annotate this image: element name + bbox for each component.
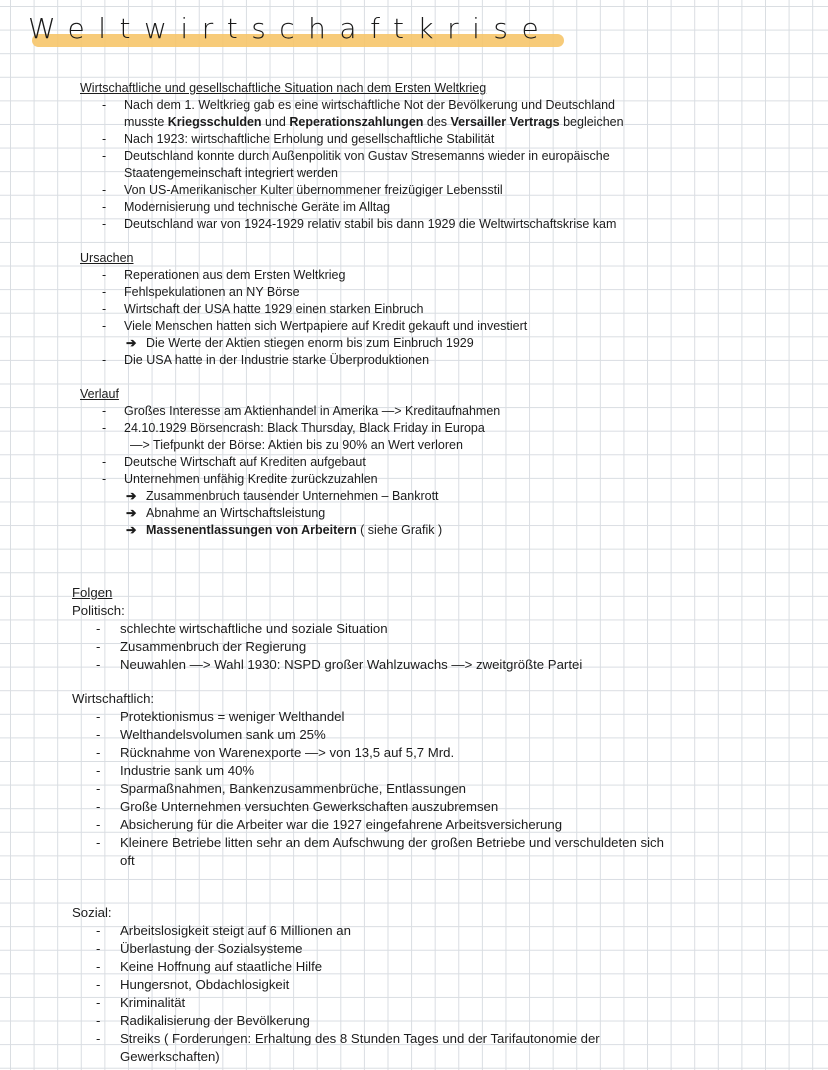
text-run: und	[261, 115, 290, 129]
bold-text: Massenentlassungen von Arbeitern	[146, 523, 357, 537]
subheading: Politisch:	[72, 603, 125, 618]
item-text: Industrie sank um 40%	[120, 763, 255, 778]
item-text: Absicherung für die Arbeiter war die 1927 eingefahrene Arbeitsversicherung	[120, 817, 563, 832]
bullet-dash: -	[102, 302, 107, 316]
bullet-dash: -	[96, 763, 101, 778]
bullet-dash: -	[96, 799, 101, 814]
title-area	[28, 8, 568, 50]
bullet-dash: -	[96, 745, 101, 760]
item-text: Deutschland konnte durch Außenpolitik von Gustav Stresemanns wieder in europäische	[124, 149, 610, 163]
bullet-dash: -	[102, 353, 107, 367]
list-item	[80, 97, 720, 131]
item-text: Kriminalität	[120, 995, 186, 1010]
list-item	[72, 798, 712, 816]
subheading: Sozial:	[72, 905, 112, 920]
list-item	[80, 301, 720, 318]
list-item	[80, 318, 720, 335]
section-heading: Ursachen	[80, 251, 134, 265]
section-folgen	[72, 584, 712, 674]
arrow-icon: ➔	[126, 523, 137, 537]
arrow-item	[80, 505, 720, 522]
item-text: Abnahme an Wirtschaftsleistung	[146, 506, 326, 520]
list-item	[80, 216, 720, 233]
bullet-list	[72, 620, 712, 674]
text-run: musste	[124, 115, 168, 129]
bullet-dash: -	[96, 727, 101, 742]
item-text: Modernisierung und technische Geräte im Alltag	[124, 200, 391, 214]
item-text: Reperationen aus dem Ersten Weltkrieg	[124, 268, 346, 282]
bullet-list	[80, 267, 720, 369]
bullet-dash: -	[96, 923, 101, 938]
item-text: Neuwahlen —> Wahl 1930: NSPD großer Wahlzuwachs —> zweitgrößte Partei	[120, 657, 583, 672]
item-text: Wirtschaft der USA hatte 1929 einen starken Einbruch	[124, 302, 424, 316]
bullet-dash: -	[102, 404, 107, 418]
bullet-dash: -	[96, 657, 101, 672]
item-text: Große Unternehmen versuchten Gewerkschaften auszubremsen	[120, 799, 499, 814]
item-text: Streiks ( Forderungen: Erhaltung des 8 Stunden Tages und der Tarifautonomie der	[120, 1031, 600, 1046]
bullet-list	[72, 922, 712, 1066]
subheading: Wirtschaftlich:	[72, 691, 155, 706]
arrow-item	[80, 335, 720, 352]
item-text: Rücknahme von Warenexporte —> von 13,5 auf 5,7 Mrd.	[120, 745, 455, 760]
text-run: begleichen	[559, 115, 624, 129]
bullet-dash: -	[102, 200, 107, 214]
bullet-dash: -	[96, 959, 101, 974]
bullet-dash: -	[96, 835, 101, 850]
item-text: Radikalisierung der Bevölkerung	[120, 1013, 310, 1028]
item-text: Großes Interesse am Aktienhandel in Amerika —> Kreditaufnahmen	[124, 404, 501, 418]
bullet-dash: -	[96, 817, 101, 832]
item-text	[124, 114, 720, 131]
list-item	[72, 940, 712, 958]
list-item	[80, 471, 720, 488]
bullet-list	[72, 708, 712, 870]
bullet-dash: -	[102, 268, 107, 282]
bullet-dash: -	[102, 149, 107, 163]
list-item	[80, 352, 720, 369]
item-text: 24.10.1929 Börsencrash: Black Thursday, Black Friday in Europa	[124, 421, 485, 435]
list-item	[72, 708, 712, 726]
item-text: Gewerkschaften)	[120, 1049, 220, 1064]
section-wirtschaftlich	[72, 690, 712, 870]
list-item	[72, 656, 712, 674]
item-text: Sparmaßnahmen, Bankenzusammenbrüche, Entlassungen	[120, 781, 467, 796]
item-text: Von US-Amerikanischer Kulter übernommener freizügiger Lebensstil	[124, 183, 503, 197]
item-text: Welthandelsvolumen sank um 25%	[120, 727, 326, 742]
section-verlauf	[80, 386, 720, 539]
bullet-dash: -	[96, 1013, 101, 1028]
bullet-dash: -	[96, 621, 101, 636]
text-run: ( siehe Grafik )	[356, 523, 443, 537]
continuation-line	[80, 437, 720, 454]
list-item	[80, 403, 720, 420]
bullet-dash: -	[96, 709, 101, 724]
list-item	[72, 958, 712, 976]
item-text: Protektionismus = weniger Welthandel	[120, 709, 345, 724]
bullet-dash: -	[96, 1031, 101, 1046]
list-item	[72, 726, 712, 744]
item-text	[146, 522, 720, 539]
list-item	[80, 182, 720, 199]
arrow-icon: ➔	[126, 336, 137, 350]
item-text: Unternehmen unfähig Kredite zurückzuzahlen	[124, 472, 378, 486]
bullet-dash: -	[96, 941, 101, 956]
list-item	[72, 744, 712, 762]
section-sozial	[72, 904, 712, 1066]
list-item	[80, 454, 720, 471]
bullet-dash: -	[102, 285, 107, 299]
section-ursachen	[80, 250, 720, 369]
bullet-dash: -	[96, 977, 101, 992]
item-text: Viele Menschen hatten sich Wertpapiere auf Kredit gekauft und investiert	[124, 319, 528, 333]
list-item	[72, 816, 712, 834]
list-item	[80, 420, 720, 437]
list-item	[72, 620, 712, 638]
arrow-item	[80, 488, 720, 505]
section-heading: Verlauf	[80, 387, 119, 401]
bullet-dash: -	[102, 472, 107, 486]
list-item	[72, 994, 712, 1012]
item-text: Die USA hatte in der Industrie starke Überproduktionen	[124, 353, 430, 367]
bullet-list	[80, 403, 720, 539]
item-text: Nach dem 1. Weltkrieg gab es eine wirtschaftliche Not der Bevölkerung und Deutschland	[124, 98, 616, 112]
item-text: Nach 1923: wirtschaftliche Erholung und gesellschaftliche Stabilität	[124, 132, 495, 146]
item-text: Deutschland war von 1924-1929 relativ stabil bis dann 1929 die Weltwirtschaftskrise kam	[124, 217, 617, 231]
bold-text: Reperationszahlungen	[289, 115, 424, 129]
page-title: Weltwirtschaftkrise	[28, 12, 553, 45]
item-text: —> Tiefpunkt der Börse: Aktien bis zu 90% an Wert verloren	[130, 438, 463, 452]
list-item	[80, 148, 720, 182]
list-item	[80, 199, 720, 216]
bullet-dash: -	[96, 995, 101, 1010]
item-text: oft	[120, 853, 135, 868]
list-item	[72, 1012, 712, 1030]
list-item	[72, 762, 712, 780]
bullet-dash: -	[96, 781, 101, 796]
item-text: Deutsche Wirtschaft auf Krediten aufgebaut	[124, 455, 366, 469]
text-run: des	[423, 115, 451, 129]
item-text: Die Werte der Aktien stiegen enorm bis zum Einbruch 1929	[146, 336, 474, 350]
list-item	[72, 638, 712, 656]
bullet-list	[80, 97, 720, 233]
bullet-dash: -	[102, 98, 107, 112]
bullet-dash: -	[102, 319, 107, 333]
item-text: schlechte wirtschaftliche und soziale Situation	[120, 621, 388, 636]
item-text: Zusammenbruch tausender Unternehmen – Bankrott	[146, 489, 439, 503]
arrow-item	[80, 522, 720, 539]
bullet-dash: -	[102, 455, 107, 469]
item-text: Arbeitslosigkeit steigt auf 6 Millionen an	[120, 923, 351, 938]
item-text: Staatengemeinschaft integriert werden	[124, 166, 339, 180]
bullet-dash: -	[102, 132, 107, 146]
item-text: Zusammenbruch der Regierung	[120, 639, 307, 654]
list-item	[80, 131, 720, 148]
bold-text: Versailler Vertrags	[450, 115, 560, 129]
bullet-dash: -	[102, 421, 107, 435]
list-item	[72, 834, 712, 870]
item-text: Keine Hoffnung auf staatliche Hilfe	[120, 959, 323, 974]
list-item	[72, 922, 712, 940]
list-item	[80, 267, 720, 284]
item-text: Fehlspekulationen an NY Börse	[124, 285, 300, 299]
item-text: Hungersnot, Obdachlosigkeit	[120, 977, 290, 992]
list-item	[72, 976, 712, 994]
list-item	[80, 284, 720, 301]
arrow-icon: ➔	[126, 506, 137, 520]
list-item	[72, 1030, 712, 1066]
item-text: Überlastung der Sozialsysteme	[120, 941, 303, 956]
bullet-dash: -	[102, 183, 107, 197]
bold-text: Kriegsschulden	[167, 115, 262, 129]
section-heading: Wirtschaftliche und gesellschaftliche Situation nach dem Ersten Weltkrieg	[80, 81, 487, 95]
bullet-dash: -	[102, 217, 107, 231]
bullet-dash: -	[96, 639, 101, 654]
section-heading: Folgen	[72, 585, 113, 600]
item-text: Kleinere Betriebe litten sehr an dem Aufschwung der großen Betriebe und verschuldeten sich	[120, 835, 664, 850]
list-item	[72, 780, 712, 798]
arrow-icon: ➔	[126, 489, 137, 503]
section-situation	[80, 80, 720, 233]
